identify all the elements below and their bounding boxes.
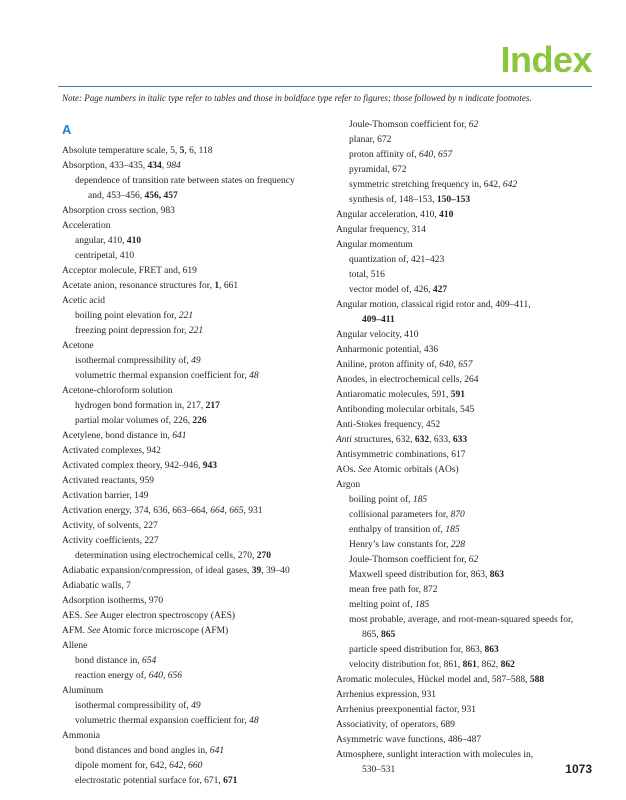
index-entry: Associativity, of operators, 689: [336, 720, 455, 730]
index-subentry: reaction energy of, 640, 656: [75, 671, 182, 681]
index-entry: Absolute temperature scale, 5, 5, 6, 118: [62, 146, 213, 156]
index-entry: Acetone: [62, 341, 94, 351]
index-entry: Acetone-chloroform solution: [62, 386, 173, 396]
index-subentry: total, 516: [349, 270, 385, 280]
index-subentry: vector model of, 426, 427: [349, 285, 448, 295]
index-subentry: velocity distribution for, 861, 861, 862, 862: [349, 660, 515, 670]
index-subentry: mean free path for, 872: [349, 585, 438, 595]
index-subentry: boiling point of, 185: [349, 495, 428, 505]
index-entry: Angular momentum: [336, 240, 413, 250]
index-entry: Adsorption isotherms, 970: [62, 596, 164, 606]
index-entry: Arrhenius expression, 931: [336, 690, 436, 700]
page-number: 1073: [565, 762, 592, 776]
index-subentry: symmetric stretching frequency in, 642, 642: [349, 180, 518, 190]
index-subentry: pyramidal, 672: [349, 165, 407, 175]
index-subentry: particle speed distribution for, 863, 863: [349, 645, 499, 655]
index-note: Note: Page numbers in italic type refer to tables and those in boldface type refer to figures; those followed by n indicate footnotes.: [62, 93, 532, 103]
index-entry: AES. See Auger electron spectroscopy (AES): [62, 611, 236, 621]
index-subentry: bond distance in, 654: [75, 656, 157, 666]
index-subentry: centripetal, 410: [75, 251, 135, 261]
index-entry: Anodes, in electrochemical cells, 264: [336, 375, 479, 385]
index-entry: Acetate anion, resonance structures for, 1, 661: [62, 281, 239, 291]
index-entry: Absorption cross section, 983: [62, 206, 175, 216]
index-subentry: melting point of, 185: [349, 600, 430, 610]
index-entry: Allene: [62, 641, 88, 651]
index-entry: Aluminum: [62, 686, 104, 696]
index-column-right: [336, 118, 598, 778]
index-subentry: enthalpy of transition of, 185: [349, 525, 460, 535]
index-entry: Anharmonic potential, 436: [336, 345, 439, 355]
index-entry: Activated complexes, 942: [62, 446, 161, 456]
index-entry: Atmosphere, sunlight interaction with molecules in,: [336, 750, 534, 760]
index-entry: Arrhenius preexponential factor, 931: [336, 705, 476, 715]
index-entry: Antiaromatic molecules, 591, 591: [336, 390, 466, 400]
index-subentry: boiling point elevation for, 221: [75, 311, 194, 321]
page-title: Index: [500, 39, 592, 80]
index-subentry: isothermal compressibility of, 49: [75, 701, 201, 711]
index-entry: Angular motion, classical rigid rotor and, 409–411,: [336, 300, 531, 310]
index-subentry: Joule-Thomson coefficient for, 62: [349, 120, 479, 130]
index-subentry: electrostatic potential surface for, 671, 671: [75, 776, 238, 786]
index-subentry: Joule-Thomson coefficient for, 62: [349, 555, 479, 565]
index-entry: Acceptor molecule, FRET and, 619: [62, 266, 197, 276]
header-rule: [58, 86, 592, 87]
index-subentry: 530–531: [362, 765, 396, 775]
index-subentry: Henry’s law constants for, 228: [349, 540, 465, 550]
index-subentry: determination using electrochemical cells, 270, 270: [75, 551, 272, 561]
index-subentry: collisional parameters for, 870: [349, 510, 465, 520]
index-entry: Asymmetric wave functions, 486–487: [336, 735, 482, 745]
index-subentry: hydrogen bond formation in, 217, 217: [75, 401, 220, 411]
index-subentry: freezing point depression for, 221: [75, 326, 204, 336]
index-subentry: proton affinity of, 640, 657: [349, 150, 453, 160]
index-subentry: dependence of transition rate between states on frequency: [75, 176, 295, 186]
index-subentry: Maxwell speed distribution for, 863, 863: [349, 570, 505, 580]
index-subentry: and, 453–456, 456, 457: [88, 191, 178, 201]
section-letter: A: [62, 122, 72, 137]
index-entry: Activated complex theory, 942–946, 943: [62, 461, 218, 471]
index-entry: Angular frequency, 314: [336, 225, 426, 235]
index-entry: Acetylene, bond distance in, 641: [62, 431, 187, 441]
index-entry: Aromatic molecules, Hückel model and, 587–588, 588: [336, 675, 545, 685]
index-entry: Argon: [336, 480, 361, 490]
index-subentry: 865, 865: [362, 630, 396, 640]
index-entry: Adiabatic expansion/compression, of ideal gases, 39, 39–40: [62, 566, 290, 576]
index-column-left: [62, 118, 326, 789]
index-entry: Antibonding molecular orbitals, 545: [336, 405, 475, 415]
index-subentry: synthesis of, 148–153, 150–153: [349, 195, 471, 205]
index-entry: Angular velocity, 410: [336, 330, 419, 340]
index-entry: Acetic acid: [62, 296, 105, 306]
index-subentry: partial molar volumes of, 226, 226: [75, 416, 207, 426]
index-subentry: volumetric thermal expansion coefficient for, 48: [75, 371, 259, 381]
index-entry: Acceleration: [62, 221, 111, 231]
index-entry: Activation energy, 374, 636, 663–664, 664, 665, 931: [62, 506, 263, 516]
index-entry: Activity, of solvents, 227: [62, 521, 158, 531]
index-entry: Activated reactants, 959: [62, 476, 155, 486]
index-subentry: bond distances and bond angles in, 641: [75, 746, 225, 756]
index-subentry: isothermal compressibility of, 49: [75, 356, 201, 366]
index-subentry: most probable, average, and root-mean-squared speeds for,: [349, 615, 574, 625]
index-subentry: volumetric thermal expansion coefficient for, 48: [75, 716, 259, 726]
index-entry: Absorption, 433–435, 434, 984: [62, 161, 181, 171]
index-entry: Adiabatic walls, 7: [62, 581, 131, 591]
index-entry: Activation barrier, 149: [62, 491, 149, 501]
index-entry: Activity coefficients, 227: [62, 536, 159, 546]
index-subentry: angular, 410, 410: [75, 236, 142, 246]
index-subentry: quantization of, 421–423: [349, 255, 445, 265]
index-entry: Anti-Stokes frequency, 452: [336, 420, 441, 430]
index-entry: AFM. See Atomic force microscope (AFM): [62, 626, 229, 636]
index-subentry: planar, 672: [349, 135, 392, 145]
index-subentry: 409–411: [362, 315, 395, 325]
index-entry: Ammonia: [62, 731, 100, 741]
index-entry: Antisymmetric combinations, 617: [336, 450, 466, 460]
index-entry: Angular acceleration, 410, 410: [336, 210, 454, 220]
index-subentry: dipole moment for, 642, 642, 660: [75, 761, 203, 771]
index-entry: AOs. See Atomic orbitals (AOs): [336, 465, 459, 475]
index-entry: Aniline, proton affinity of, 640, 657: [336, 360, 473, 370]
index-entry: Anti structures, 632, 632, 633, 633: [336, 435, 468, 445]
